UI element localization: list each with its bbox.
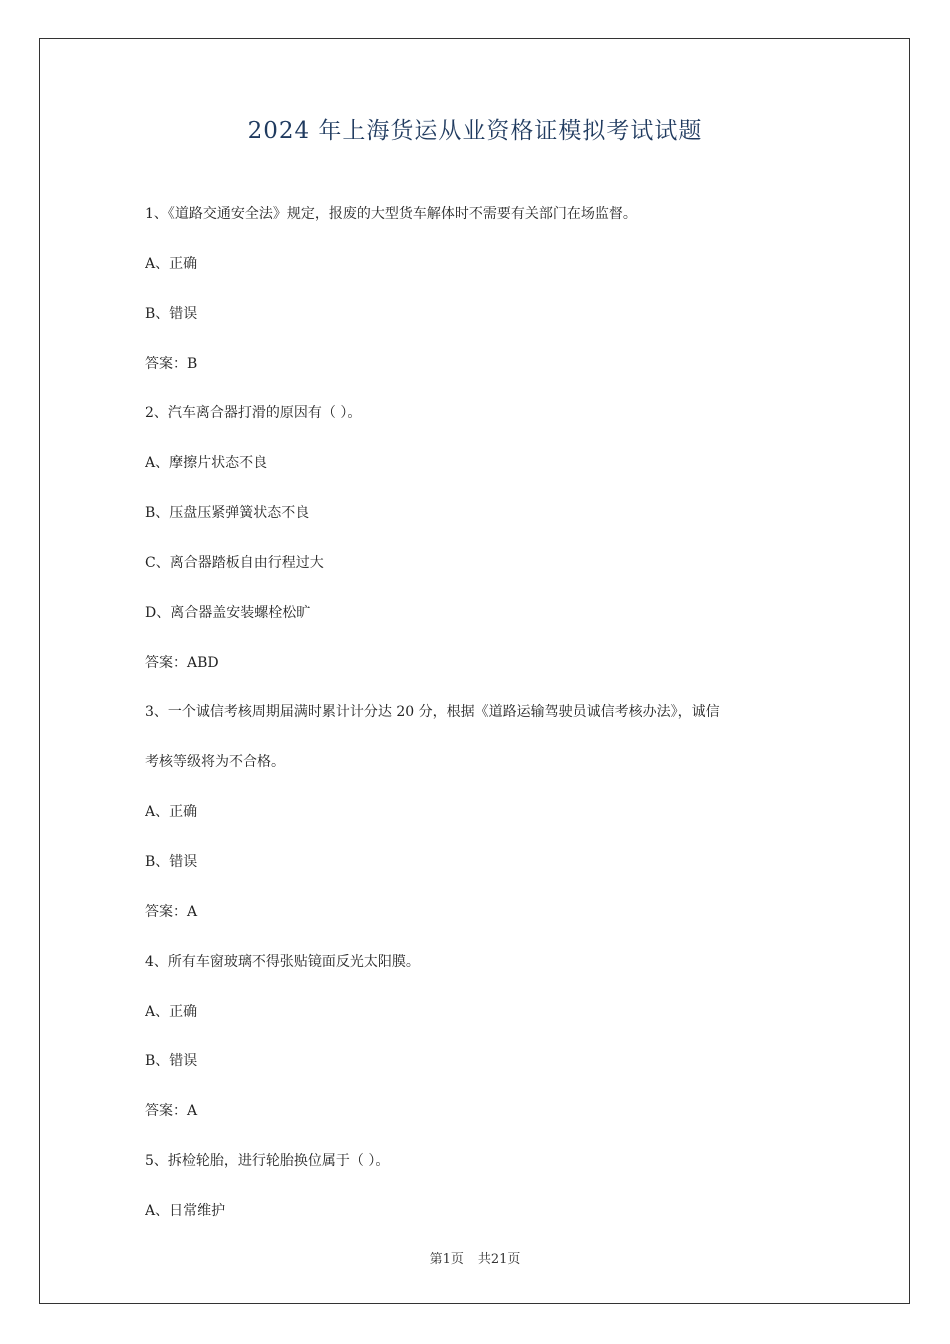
question-1-answer: 答案：B bbox=[145, 355, 198, 372]
question-2-option-d: D、离合器盖安装螺栓松旷 bbox=[145, 604, 311, 621]
document-title: 2024 年上海货运从业资格证模拟考试试题 bbox=[247, 118, 703, 144]
page-number: 第1页 bbox=[429, 1252, 464, 1267]
question-1-option-b: B、错误 bbox=[145, 305, 198, 322]
page-footer bbox=[0, 1248, 950, 1267]
question-3-text: 3、一个诚信考核周期届满时累计计分达 20 分，根据《道路运输驾驶员诚信考核办法》，诚信 bbox=[145, 704, 720, 721]
question-4-text: 4、所有车窗玻璃不得张贴镜面反光太阳膜。 bbox=[145, 953, 420, 970]
question-4-answer: 答案：A bbox=[145, 1103, 198, 1120]
question-3-option-a: A、正确 bbox=[145, 804, 198, 821]
question-2-option-b: B、压盘压紧弹簧状态不良 bbox=[145, 505, 310, 522]
question-4-option-a: A、正确 bbox=[145, 1003, 198, 1020]
question-2-answer: 答案：ABD bbox=[145, 654, 219, 671]
question-1-option-a: A、正确 bbox=[145, 255, 198, 272]
question-1-text: 1、《道路交通安全法》规定，报废的大型货车解体时不需要有关部门在场监督。 bbox=[145, 206, 637, 222]
question-5-option-a: A、日常维护 bbox=[145, 1202, 226, 1219]
question-3-answer: 答案：A bbox=[145, 903, 198, 920]
page-total: 共21页 bbox=[477, 1252, 521, 1267]
question-3-text-continued: 考核等级将为不合格。 bbox=[145, 754, 285, 771]
question-2-option-c: C、离合器踏板自由行程过大 bbox=[145, 554, 324, 571]
question-list bbox=[145, 204, 815, 1251]
question-4-option-b: B、错误 bbox=[145, 1053, 198, 1070]
question-2-text: 2、汽车离合器打滑的原因有（ ）。 bbox=[145, 405, 362, 422]
question-3-option-b: B、错误 bbox=[145, 853, 198, 870]
question-5-text: 5、拆检轮胎，进行轮胎换位属于（ ）。 bbox=[145, 1153, 390, 1170]
question-2-option-a: A、摩擦片状态不良 bbox=[145, 455, 268, 472]
